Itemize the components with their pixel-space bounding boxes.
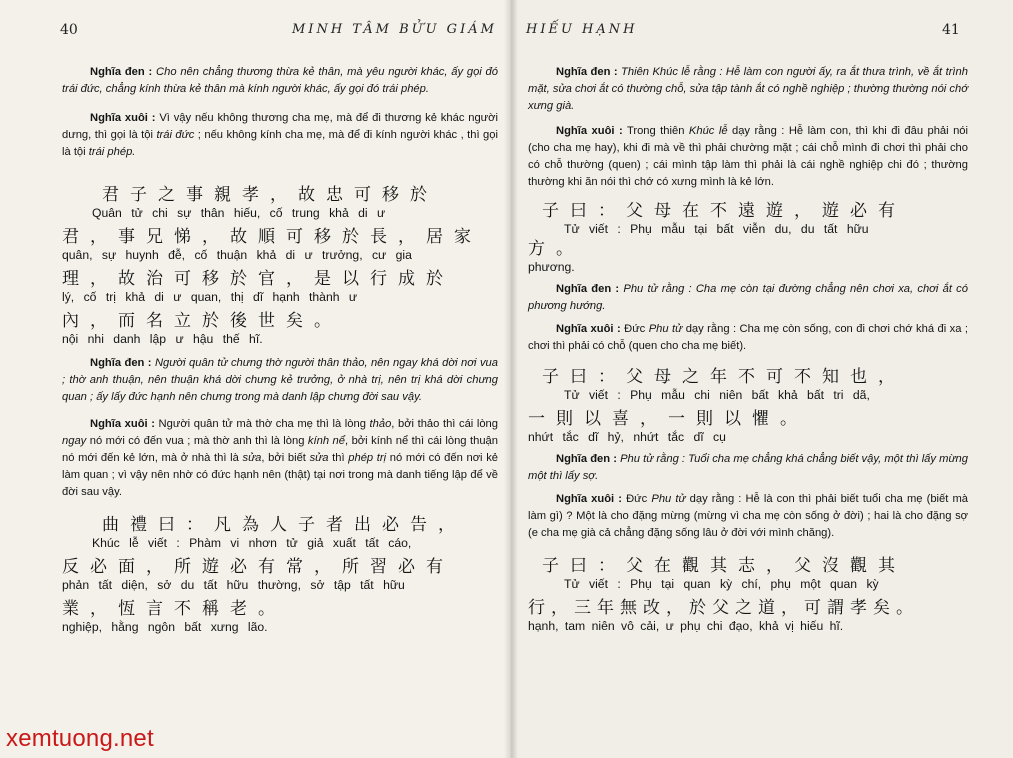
plain-meaning-paragraph: Nghĩa xuôi : Đức Phu tử dạy rằng : Hễ là con thì phải biết tuổi cha mẹ (biết mà làm gì) ? Một là cho đặng mừng (mừng vì cha mẹ còn sống ở đời) ; hai là cho đặng sợ (e cha mẹ già cả chẳng đặng sống lâu ở đời với mình chăng). bbox=[528, 493, 968, 539]
literal-meaning-paragraph: Nghĩa đen : Phu tử rằng : Tuổi cha mẹ chẳng khá chẳng biết vậy, một thì lấy mừng một thì lấy sợ. bbox=[528, 453, 968, 482]
transliteration-line: nhứt tắc dĩ hỷ, nhứt tắc dĩ cụ bbox=[528, 430, 726, 444]
plain-meaning-paragraph: Nghĩa xuôi : Trong thiên Khúc lễ dạy rằng : Hễ làm con, thì khi đi đâu phải nói (cho cha mẹ hay), khi đi mà về thì phải chường mặt ; cái chỗ mình đi chơi thì phải cho có chỗ thường (quen) ; cái mình tập làm thì phải là cái nghề nghiệp chi đó ; thường thường khi ăn nói thì chớ có xưng mình là kẻ lớn. bbox=[528, 125, 968, 188]
transliteration-line: Khúc lễ viết : Phàm vi nhơn tử giả xuất tất cáo, bbox=[92, 536, 412, 550]
literal-meaning-paragraph: Nghĩa đen : Cho nên chẳng thương thừa kẻ thân, mà yêu người khác, ấy gọi đó trái đức, chẳng kính thừa kẻ thân mà kính người khác, ấy gọi đó trái phép. bbox=[62, 66, 499, 95]
paragraph-label: Nghĩa đen : bbox=[90, 66, 153, 78]
transliteration-line: phương. bbox=[528, 260, 575, 274]
right-page-body bbox=[528, 64, 968, 640]
han-line: 內，而名立於後世矣。 bbox=[62, 311, 342, 331]
han-line: 一則以喜，一則以懼。 bbox=[528, 409, 808, 429]
paragraph-label: Nghĩa xuôi : bbox=[90, 112, 156, 124]
han-line: 子曰：父在觀其志，父沒觀其 bbox=[542, 556, 906, 576]
classical-chinese-passage bbox=[62, 515, 498, 635]
paragraph-label: Nghĩa đen : bbox=[556, 283, 620, 295]
transliteration-line: Tử viết : Phụ mẫu tại bất viễn du, du tất hữu bbox=[564, 222, 869, 236]
han-line: 行，三年無改，於父之道，可謂孝矣。 bbox=[528, 598, 919, 618]
literal-meaning-paragraph: Nghĩa đen : Thiên Khúc lễ rằng : Hễ làm con người ấy, ra ắt thưa trình, về ắt trình mặt, sửa chơi ắt có thường chỗ, sửa tập tành ắt có nghề nghiệp ; thường thường nói chớ xưng già. bbox=[528, 66, 968, 112]
running-head: MINH TÂM BỬU GIÁM bbox=[292, 22, 497, 37]
paragraph-label: Nghĩa đen : bbox=[556, 66, 618, 78]
transliteration-line: Tử viết : Phụ mẫu chi niên bất khả bất tri dã, bbox=[564, 388, 870, 402]
paragraph-label: Nghĩa đen : bbox=[90, 357, 152, 369]
transliteration-line: nghiệp, hằng ngôn bất xưng lão. bbox=[62, 620, 268, 634]
paragraph-label: Nghĩa đen : bbox=[556, 453, 617, 465]
paragraph-label: Nghĩa xuôi : bbox=[556, 493, 622, 505]
plain-meaning-paragraph: Nghĩa xuôi : Người quân tử mà thờ cha mẹ thì là lòng thảo, bởi thảo thì cái lòng ngay nó mới có đến vua ; mà thờ anh thì là lòng kính nể, bởi kính nể thì cái lòng thuận nó mới đến kẻ lớn, mà ở nhà thì là sửa, bởi biết sửa thì phép trị nó mới có đến nơi kẻ làm quan ; vì vậy nên nhờ có đức hạnh nên (thật) tại nơi trong mà danh tiếng lập để về đời sau vậy. bbox=[62, 418, 499, 498]
han-line: 子曰：父母在不遠遊，遊必有 bbox=[542, 201, 906, 221]
han-line: 業，恆言不稱老。 bbox=[62, 599, 286, 619]
transliteration-line: quân, sự huynh đễ, cố thuận khả di ư trưởng, cư gia bbox=[62, 248, 412, 262]
site-watermark: xemtuong.net bbox=[6, 725, 154, 752]
transliteration-line: lý, cố trị khả di ư quan, thị dĩ hạnh thành ư bbox=[62, 290, 358, 304]
plain-meaning-paragraph: Nghĩa xuôi : Đức Phu tử dạy rằng : Cha mẹ còn sống, con đi chơi chớ khá đi xa ; chơi thì phải có chỗ (quen cho cha mẹ biết). bbox=[528, 323, 968, 352]
han-line: 理，故治可移於官，是以行成於 bbox=[62, 269, 454, 289]
classical-chinese-passage bbox=[528, 367, 968, 445]
classical-chinese-passage bbox=[528, 556, 968, 634]
plain-meaning-paragraph: Nghĩa xuôi : Vì vậy nếu không thương cha mẹ, mà để đi thương kẻ khác người dưng, thì gọi là tội trái đức ; nếu không kính cha mẹ, mà để đi kính người khác , thì gọi là tội trái phép. bbox=[62, 112, 498, 158]
transliteration-line: hạnh, tam niên vô cải, ư phụ chi đạo, khả vị hiếu hĩ. bbox=[528, 619, 844, 633]
literal-meaning-paragraph: Nghĩa đen : Người quân tử chưng thờ người thân thảo, nên ngay khá dời nơi vua ; thờ anh thuận, nên thuận khá dời chưng kẻ trưởng, ở nhà trị, nên trị khá dời chưng quan ; ấy lấy đức hạnh nên chưng trong mà danh lập chưng đời sau vậy. bbox=[62, 357, 498, 403]
han-line: 君子之事親孝，故忠可移於 bbox=[102, 185, 438, 205]
page-number: 40 bbox=[60, 22, 78, 38]
literal-meaning-paragraph: Nghĩa đen : Phu tử rằng : Cha mẹ còn tại đường chẳng nên chơi xa, chơi ắt có phương hướng. bbox=[528, 283, 968, 312]
book-gutter-shadow bbox=[504, 0, 518, 758]
transliteration-line: nội nhi danh lập ư hậu thế hĩ. bbox=[62, 332, 263, 346]
han-line: 君，事兄悌，故順可移於長，居家 bbox=[62, 227, 482, 247]
paragraph-label: Nghĩa xuôi : bbox=[90, 418, 155, 430]
classical-chinese-passage bbox=[528, 201, 968, 275]
transliteration-line: Tử viết : Phụ tại quan kỳ chí, phụ một quan kỳ bbox=[564, 577, 879, 591]
paragraph-label: Nghĩa xuôi : bbox=[556, 323, 621, 335]
left-page-body bbox=[62, 64, 498, 641]
page-number: 41 bbox=[942, 22, 960, 38]
transliteration-line: Quân tử chi sự thân hiếu, cố trung khả di ư bbox=[92, 206, 386, 220]
han-line: 子曰：父母之年不可不知也， bbox=[542, 367, 906, 387]
han-line: 曲禮曰：凡為人子者出必告， bbox=[102, 515, 466, 535]
paragraph-label: Nghĩa xuôi : bbox=[556, 125, 623, 137]
classical-chinese-passage bbox=[62, 185, 498, 347]
han-line: 反必面，所遊必有常，所習必有 bbox=[62, 557, 454, 577]
transliteration-line: phản tất diện, sở du tất hữu thường, sở tập tất hữu bbox=[62, 578, 405, 592]
right-page bbox=[510, 0, 1013, 758]
han-line: 方。 bbox=[528, 239, 584, 259]
running-head: HIẾU HẠNH bbox=[526, 22, 638, 37]
